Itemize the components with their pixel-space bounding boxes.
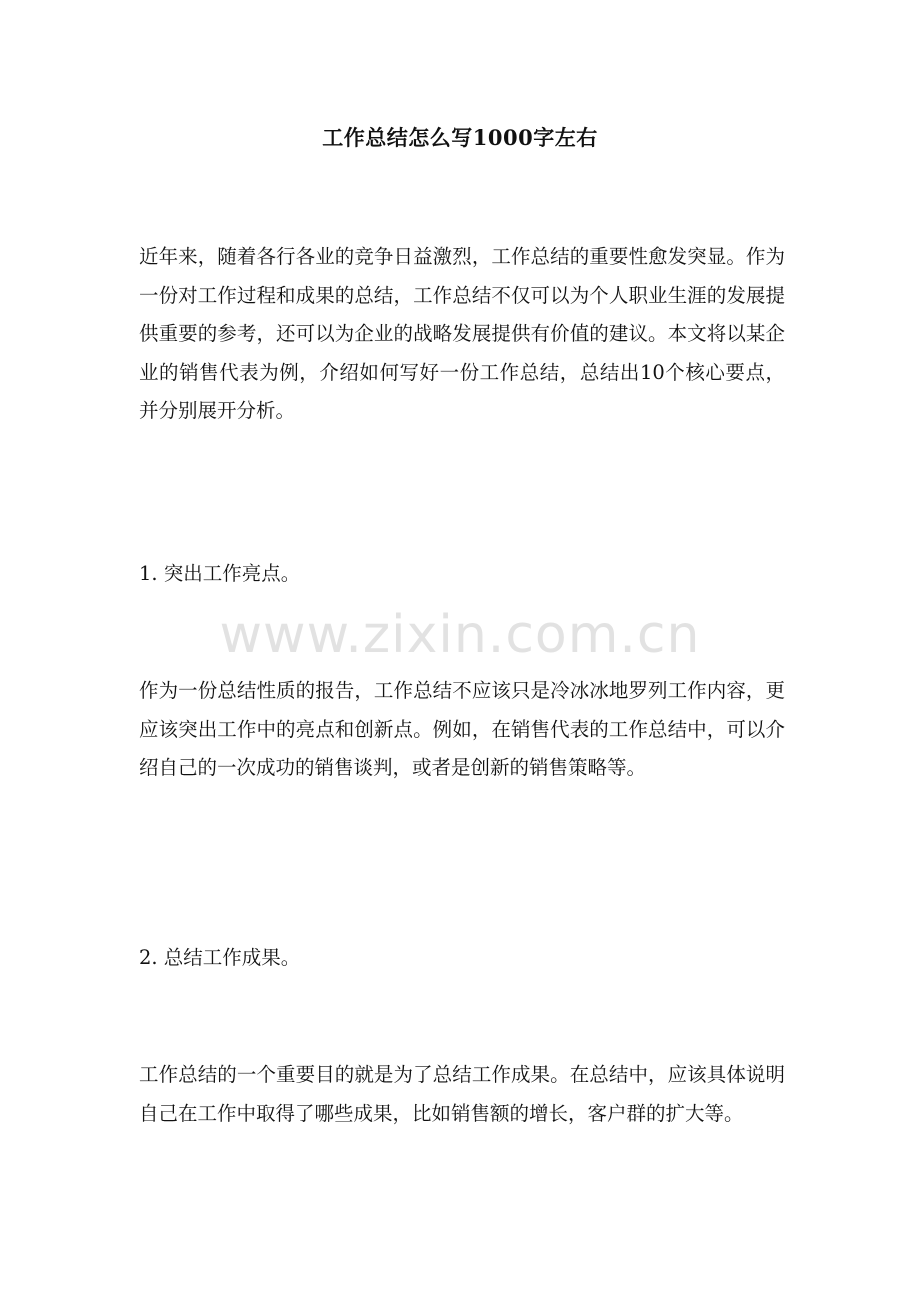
section-1-body: 作为一份总结性质的报告，工作总结不应该只是冷冰冰地罗列工作内容，更应该突出工作中的亮点和创新点。例如，在销售代表的工作总结中，可以介绍自己的一次成功的销售谈判，或者是创新的销售策略等。 xyxy=(139,679,785,779)
section-2-heading: 2. 总结工作成果。 xyxy=(139,946,301,969)
watermark-text: www.zixin.com.cn xyxy=(219,605,701,665)
intro-paragraph: 近年来，随着各行各业的竞争日益激烈，工作总结的重要性愈发突显。作为一份对工作过程和成果的总结，工作总结不仅可以为个人职业生涯的发展提供重要的参考，还可以为企业的战略发展提供有价值的建议。本文将以某企业的销售代表为例，介绍如何写好一份工作总结，总结出10个核心要点，并分别展开分析。 xyxy=(139,245,785,422)
document-title: 工作总结怎么写1000字左右 xyxy=(322,125,598,150)
section-2-body: 工作总结的一个重要目的就是为了总结工作成果。在总结中，应该具体说明自己在工作中取得了哪些成果，比如销售额的增长，客户群的扩大等。 xyxy=(139,1063,785,1125)
section-1-heading: 1. 突出工作亮点。 xyxy=(139,562,301,585)
